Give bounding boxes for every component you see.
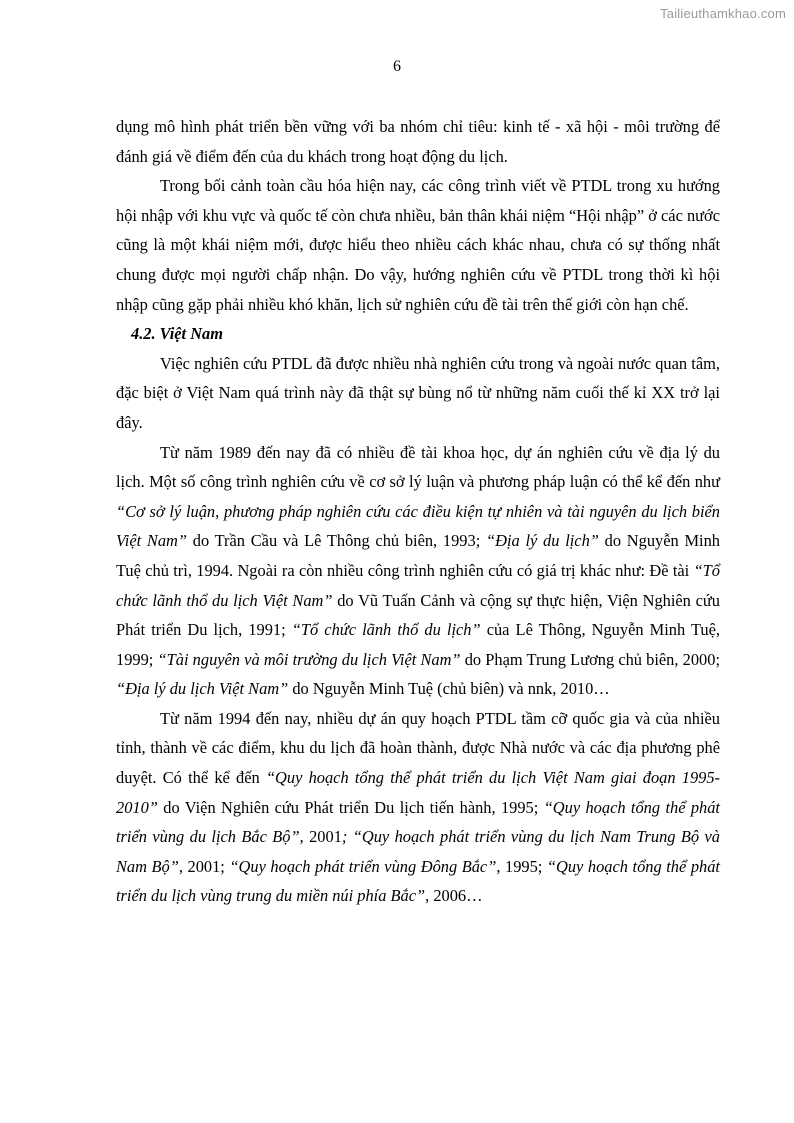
text-segment: do Vũ Tuấn Cảnh và cộng sự thực hiện, Viện Nghiên cứu Phát triển Du lịch, 1991; xyxy=(116,590,720,640)
text-segment: , 2001 xyxy=(299,827,342,847)
text-segment: Từ năm 1994 đến nay, nhiều dự án quy hoạch PTDL tầm cỡ quốc gia và của nhiều tỉnh, thành về các điểm, khu du lịch đã hoàn thành, được Nhà nước và các địa phương phê duyệt. Có thể kể đến xyxy=(116,708,720,788)
work-title: “Địa lý du lịch” xyxy=(486,531,599,551)
work-title: “Tổ chức lãnh thổ du lịch” xyxy=(291,620,481,640)
work-title: “Quy hoạch tổng thể phát triển vùng du lịch Bắc Bộ” xyxy=(116,797,720,847)
text-segment: , 1995; xyxy=(496,856,547,876)
paragraph-5 xyxy=(116,704,720,911)
text-segment: , 2001; xyxy=(178,856,230,876)
text-segment: do Nguyễn Minh Tuệ chủ trì, 1994. Ngoài ra còn nhiều công trình nghiên cứu có giá trị khác như: Đề tài xyxy=(116,531,720,580)
document-body xyxy=(116,112,720,911)
text-segment: do Trần Cầu và Lê Thông chủ biên, 1993; xyxy=(187,531,487,551)
work-title: “Cơ sở lý luận, phương pháp nghiên cứu các điều kiện tự nhiên và tài nguyên du lịch biển Việt Nam” xyxy=(116,501,720,551)
text-segment: , 2006… xyxy=(425,886,483,906)
work-title: “Tổ chức lãnh thổ du lịch Việt Nam” xyxy=(116,560,720,610)
section-heading: 4.2. Việt Nam xyxy=(131,324,223,344)
watermark: Tailieuthamkhao.com xyxy=(660,6,786,21)
text-segment: Từ năm 1989 đến nay đã có nhiều đề tài khoa học, dự án nghiên cứu về địa lý du lịch. Một số công trình nghiên cứu về cơ sở lý luận và phương pháp luận có thể kể đến như xyxy=(116,442,720,492)
work-title: “Quy hoạch tổng thể phát triển du lịch Việt Nam giai đoạn 1995- 2010” xyxy=(116,768,721,817)
text-segment: do Viện Nghiên cứu Phát triển Du lịch tiến hành, 1995; xyxy=(157,797,544,817)
work-title: “Quy hoạch tổng thể phát triển du lịch vùng trung du miền núi phía Bắc” xyxy=(116,856,720,906)
work-title: “Tài nguyên và môi trường du lịch Việt Nam” xyxy=(157,649,461,669)
text-segment: do Phạm Trung Lương chủ biên, 2000; xyxy=(460,649,720,669)
work-title: “Địa lý du lịch Việt Nam” xyxy=(116,679,289,699)
text-segment: do Nguyễn Minh Tuệ (chủ biên) và nnk, 2010… xyxy=(288,679,610,699)
page-number: 6 xyxy=(393,58,401,75)
work-title: “Quy hoạch phát triển vùng Đông Bắc” xyxy=(229,856,497,876)
text-segment: của Lê Thông, Nguyễn Minh Tuệ, 1999; xyxy=(116,620,720,669)
work-title: ; “Quy hoạch phát triển vùng du lịch Nam Trung Bộ và Nam Bộ” xyxy=(116,827,720,876)
paragraph-1: dụng mô hình phát triển bền vững với ba nhóm chỉ tiêu: kinh tế - xã hội - môi trường để đánh giá về điểm đến của du khách trong hoạt động du lịch. xyxy=(116,117,720,166)
paragraph-3: Việc nghiên cứu PTDL đã được nhiều nhà nghiên cứu trong và ngoài nước quan tâm, đặc biệt ở Việt Nam quá trình này đã thật sự bùng nổ từ những năm cuối thế kỉ XX trở lại đây. xyxy=(116,353,720,432)
paragraph-2: Trong bối cảnh toàn cầu hóa hiện nay, các công trình viết về PTDL trong xu hướng hội nhập với khu vực và quốc tế còn chưa nhiều, bản thân khái niệm “Hội nhập” ở các nước cũng là một khái niệm mới, được hiểu theo nhiều cách khác nhau, chưa có sự thống nhất chung được mọi người chấp nhận. Do vậy, hướng nghiên cứu về PTDL trong thời kì hội nhập cũng gặp phải nhiều khó khăn, lịch sử nghiên cứu đề tài trên thế giới còn hạn chế. xyxy=(116,176,720,314)
paragraph-4 xyxy=(116,438,720,704)
